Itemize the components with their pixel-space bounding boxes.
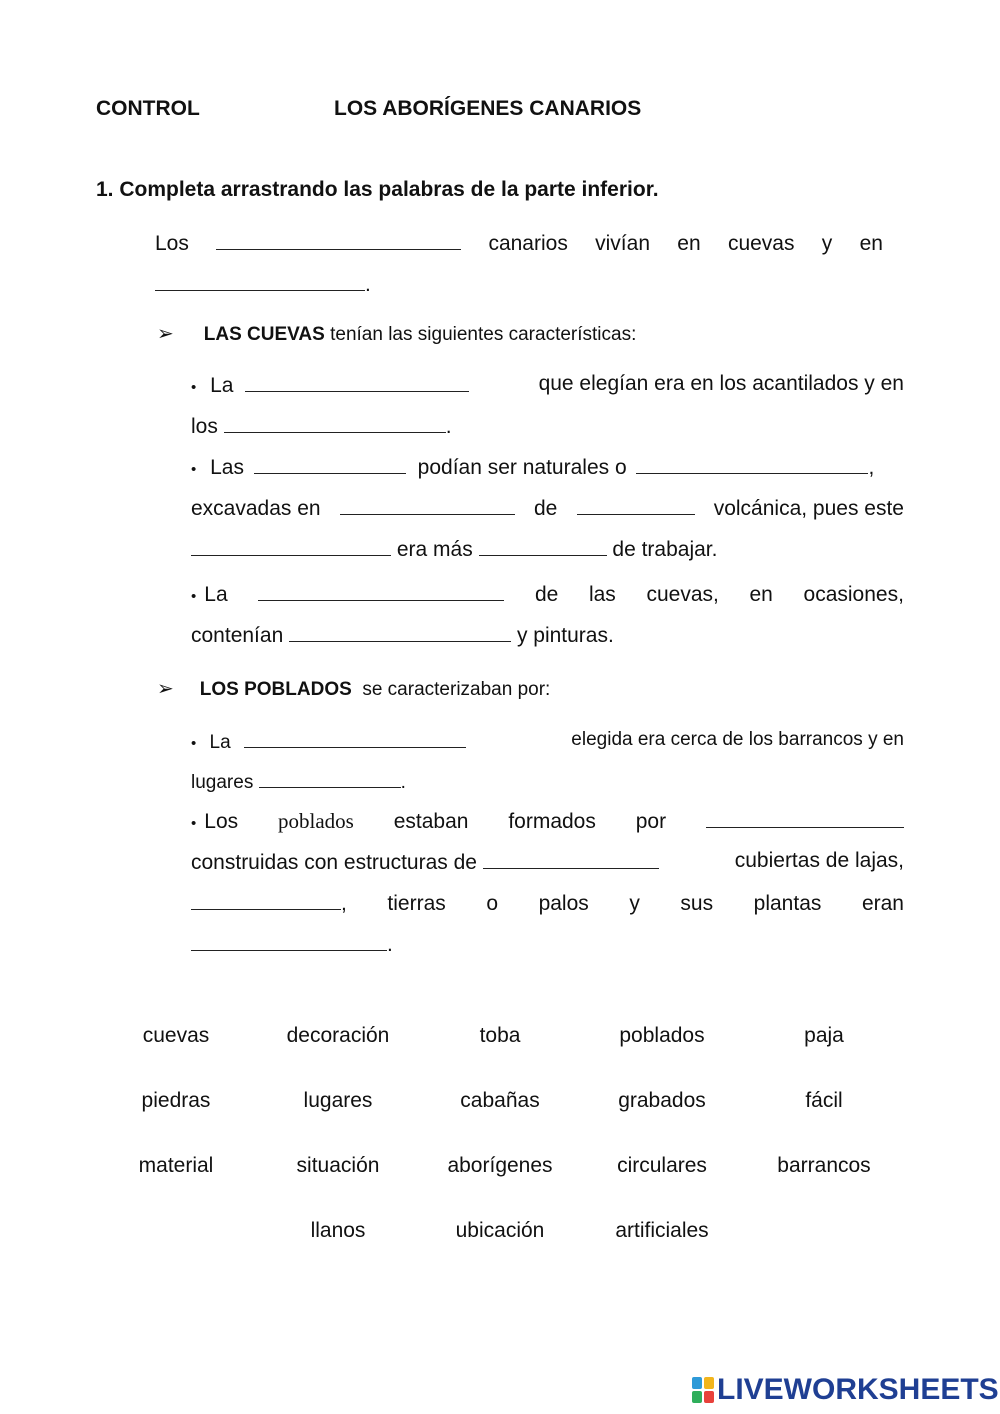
- word-chip[interactable]: barrancos: [777, 1154, 871, 1177]
- poblados-heading: ➢ LOS POBLADOS se caracterizaban por:: [157, 678, 551, 700]
- blank-input[interactable]: [706, 807, 904, 828]
- poblados-b2-line-3: , tierras o palos y sus plantas eran: [191, 889, 904, 917]
- cuevas-b3-line-1: • La de las cuevas, en ocasiones,: [191, 580, 904, 610]
- word-chip[interactable]: cuevas: [142, 1024, 210, 1047]
- blank-input[interactable]: [254, 453, 406, 474]
- poblados-b2-line-1: • Los poblados estaban formados por: [191, 807, 904, 837]
- cuevas-b2-line-1: • Las podían ser naturales o ,: [191, 453, 904, 483]
- poblados-b1-line-1: • La elegida era cerca de los barrancos y en: [191, 729, 904, 753]
- bullet-icon: •: [191, 735, 197, 752]
- blank-input[interactable]: [289, 621, 511, 642]
- blank-input[interactable]: [340, 494, 515, 515]
- word-chip[interactable]: artificiales: [615, 1219, 709, 1242]
- bullet-icon: •: [191, 815, 197, 832]
- blank-input[interactable]: [224, 412, 446, 433]
- word-chip[interactable]: situación: [296, 1154, 380, 1177]
- liveworksheets-logo: [692, 1374, 999, 1406]
- bullet-icon: •: [191, 379, 197, 396]
- word-chip[interactable]: lugares: [303, 1089, 373, 1112]
- word-chip[interactable]: fácil: [805, 1089, 843, 1112]
- cuevas-b1-line-2: los .: [191, 412, 452, 440]
- word-chip[interactable]: ubicación: [455, 1219, 545, 1242]
- arrow-icon: ➢: [157, 323, 174, 345]
- blank-input[interactable]: [191, 930, 387, 951]
- poblados-b2-line-2: construidas con estructuras de cubiertas de lajas,: [191, 849, 904, 874]
- blank-input[interactable]: [244, 727, 466, 748]
- question-title: 1. Completa arrastrando las palabras de la parte inferior.: [96, 178, 659, 201]
- blank-input[interactable]: [191, 535, 391, 556]
- cuevas-b3-line-2: contenían y pinturas.: [191, 621, 614, 649]
- arrow-icon: ➢: [157, 678, 174, 700]
- blank-input[interactable]: [245, 371, 469, 392]
- word-chip[interactable]: paja: [804, 1024, 844, 1047]
- blank-input[interactable]: [258, 580, 504, 601]
- intro-line-1: Los canarios vivían en cuevas y en: [155, 229, 883, 257]
- page-title: LOS ABORÍGENES CANARIOS: [334, 97, 642, 120]
- word-chip[interactable]: material: [138, 1154, 214, 1177]
- poblados-b2-line-4: .: [191, 930, 393, 958]
- header-control: CONTROL: [96, 97, 200, 120]
- intro-line-2: .: [155, 270, 371, 298]
- cuevas-b1-line-1: • La que elegían era en los acantilados y en: [191, 372, 904, 397]
- logo-icon: [692, 1377, 714, 1403]
- word-chip[interactable]: llanos: [310, 1219, 366, 1242]
- blank-input[interactable]: [636, 453, 868, 474]
- cuevas-b2-line-2: excavadas en de volcánica, pues este: [191, 494, 904, 522]
- blank-input[interactable]: [259, 767, 401, 788]
- blank-input[interactable]: [483, 848, 659, 869]
- blank-input[interactable]: [577, 494, 695, 515]
- word-chip[interactable]: piedras: [141, 1089, 211, 1112]
- word-chip[interactable]: toba: [479, 1024, 521, 1047]
- word-chip[interactable]: poblados: [619, 1024, 705, 1047]
- blank-input[interactable]: [479, 535, 607, 556]
- cuevas-b2-line-3: era más de trabajar.: [191, 535, 717, 563]
- bullet-icon: •: [191, 461, 197, 478]
- word-chip[interactable]: grabados: [618, 1089, 706, 1112]
- word-chip[interactable]: circulares: [617, 1154, 707, 1177]
- cuevas-heading: ➢ LAS CUEVAS tenían las siguientes características:: [157, 323, 637, 345]
- word-chip[interactable]: cabañas: [460, 1089, 540, 1112]
- word-chip[interactable]: aborígenes: [447, 1154, 553, 1177]
- word-chip[interactable]: decoración: [286, 1024, 390, 1047]
- blank-input[interactable]: [155, 270, 365, 291]
- poblados-b1-line-2: lugares .: [191, 767, 406, 796]
- bullet-icon: •: [191, 588, 197, 605]
- blank-input[interactable]: [191, 889, 341, 910]
- blank-input[interactable]: [216, 229, 461, 250]
- logo-text: LIVEWORKSHEETS: [717, 1373, 999, 1406]
